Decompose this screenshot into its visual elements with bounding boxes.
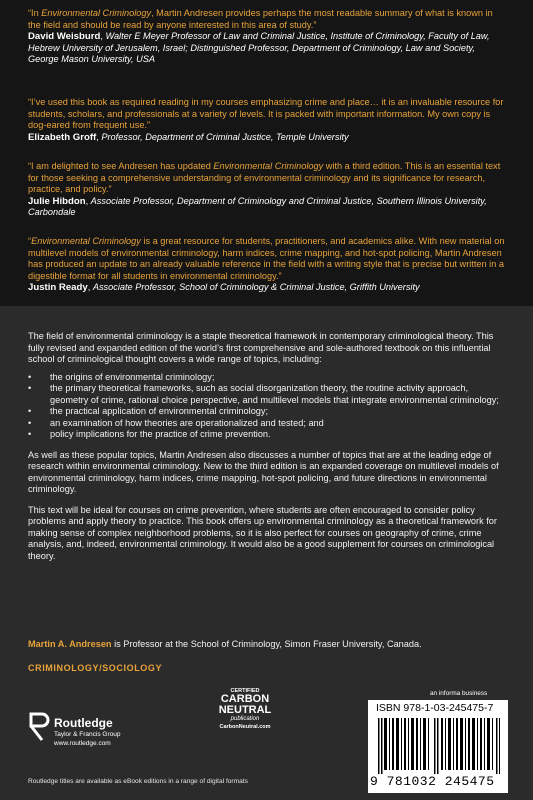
review-ready (28, 236, 508, 294)
publisher-name: Routledge (54, 716, 113, 730)
informa-tagline: an informa business (430, 690, 488, 697)
author-name: Martin A. Andresen (28, 639, 112, 649)
carbon-neutral-badge: CERTIFIED CARBON NEUTRAL publication CarbonNeutral.com (218, 688, 272, 730)
review-attribution: Elizabeth Groff, Professor, Department of Criminal Justice, Temple University (28, 131, 349, 143)
barcode-digits: 9 781032 245475 (370, 774, 495, 789)
review-weisburd (28, 8, 508, 66)
topic-item: • the practical application of environmental criminology; (28, 406, 502, 418)
routledge-logo-icon (28, 712, 50, 742)
barcode-bars-icon (378, 718, 500, 774)
review-attribution: Justin Ready, Associate Professor, School of Criminology & Criminal Justice, Griffith University (28, 282, 420, 294)
ebook-note: Routledge titles are available as eBook editions in a range of digital formats (28, 778, 248, 785)
review-groff (28, 97, 508, 143)
description-para2: As well as these popular topics, Martin Andresen also discusses a number of topics that are at the leading edge of research within environmental criminology. New to the third edition is an expanded coverage on multilevel models of environmental criminology, harm indices, crime mapping, hot-spot policing, and future directions in environmental criminology. (28, 449, 499, 494)
review-hibdon (28, 161, 508, 219)
review-quote: “I am delighted to see Andresen has updated Environmental Criminology with a third edition. This is an essential text for those seeking a comprehensive understanding of environmental criminology and its significance for research, practice, and policy.” (28, 161, 501, 195)
isbn-text: ISBN 978-1-03-245475-7 (376, 702, 494, 714)
subject-category: CRIMINOLOGY/SOCIOLOGY (28, 663, 163, 673)
author-bio: Martin A. Andresen is Professor at the School of Criminology, Simon Fraser University, Canada. (28, 639, 422, 649)
barcode (368, 700, 508, 793)
description-para3: This text will be ideal for courses on crime prevention, where students are often encouraged to consider policy problems and apply theory to practice. This book offers up environmental criminology as a theoretical framework for making sense of complex neighborhood problems, so it is also perfect for courses on geography of crime, crime analysis, and, indeed, environmental criminology. It would also be a good supplement for courses on criminological theory. (28, 504, 497, 561)
description-intro: The field of environmental criminology is a staple theoretical framework in contemporary criminological theory. This fully revised and expanded edition of the world’s first comprehensive and sole-authored textbook on this influential school of criminological thought covers a wide range of topics, including: (28, 331, 494, 364)
review-attribution: Julie Hibdon, Associate Professor, Department of Criminology and Criminal Justice, Southern Illinois University, Carbondale (28, 195, 487, 218)
review-quote: “Environmental Criminology is a great resource for students, practitioners, and academics alike. With new material on multilevel models of environmental criminology, harm indices, crime mapping, and hot-spot policing, Martin Andresen has produced an update to an already valuable reference in the field with a writing style that is precise but written in a digestible format for all students in environmental criminology.” (28, 236, 505, 281)
topic-item: • the primary theoretical frameworks, such as social disorganization theory, the routine activity approach, geometry of crime, rational choice perspective, and multilevel models that integrate environmental criminology; (28, 383, 502, 406)
reviews-section (0, 0, 533, 306)
publisher-url: www.routledge.com (54, 740, 111, 747)
topics-list (28, 372, 502, 441)
review-attribution: David Weisburd, Walter E Meyer Professor of Law and Criminal Justice, Institute of Criminology, Faculty of Law, Hebrew University of Jerusalem, Israel; Distinguished Professor, Department of Criminology, Law and Society, George Mason University, USA (28, 31, 490, 65)
review-quote: “I’ve used this book as required reading in my courses emphasizing crime and place… it is an invaluable resource for students, scholars, and professionals at a variety of levels. It is packed with important information. My own copy is dog-eared from frequent use.” (28, 97, 504, 131)
publisher-group: Taylor & Francis Group (54, 731, 121, 738)
topic-item: • the origins of environmental criminology; (28, 372, 502, 384)
topic-item: • an examination of how theories are operationalized and tested; and (28, 418, 502, 430)
topic-item: • policy implications for the practice of crime prevention. (28, 429, 502, 441)
review-quote: “In Environmental Criminology, Martin Andresen provides perhaps the most readable summary of what is known in the field and should be read by anyone interested in this area of study.” (28, 8, 493, 30)
description (28, 331, 502, 562)
